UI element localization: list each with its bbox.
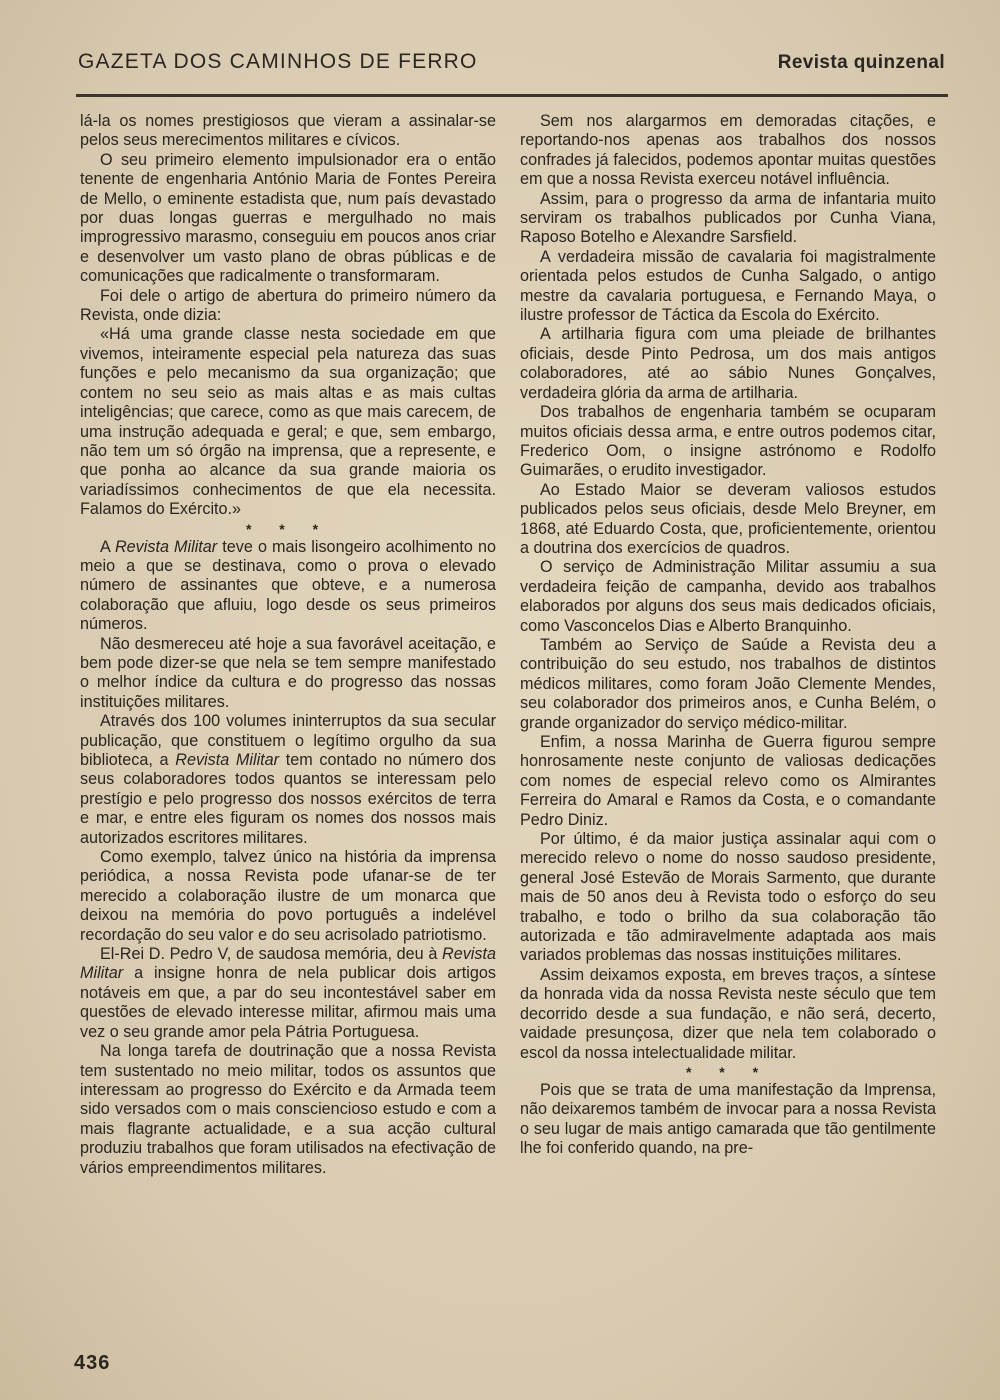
paragraph: Assim deixamos exposta, em breves traços, a síntese da honrada vida da nossa Revista neste século que tem decorrido desde a sua fundação, e não será, decerto, vaidade presunçosa, dizer que nela tem colaborado o escol da nossa intelectualidade militar. xyxy=(520,965,936,1062)
paragraph xyxy=(80,538,496,635)
text-run: tem contado no número dos seus colaboradores todos quantos se interessam pelo prestígio e pelo progresso dos nossos exércitos de terra e mar, e entre eles figuram os nomes dos nossos mais autorizados escritores militares. xyxy=(80,751,496,847)
right-column xyxy=(520,112,936,1159)
publication-title: GAZETA DOS CAMINHOS DE FERRO xyxy=(78,50,478,73)
publication-name: Revista Militar xyxy=(175,751,280,769)
publication-name: Revista Militar xyxy=(114,537,218,556)
text-run: teve o mais lisongeiro acolhimento no meio a que se destinava, como o prova o elevado número de assinantes que obteve, e a numerosa colaboração que afluiu, logo desde os seus primeiros números. xyxy=(80,537,496,634)
text-run: Através dos 100 volumes ininterruptos da sua secular publicação, que constituem o legítimo orgulho da sua biblioteca, a xyxy=(80,712,496,769)
paragraph: Por último, é da maior justiça assinalar aqui com o merecido relevo o nome do nosso saudoso presidente, general José Estevão de Morais Sarmento, que durante mais de 50 anos deu à Revista todo o esforço do seu trabalho, e todo o brilho da sua colaboração tão autorizada e tão admiravelmente adaptada aos mais variados problemas das nossas instituições militares. xyxy=(520,830,936,965)
paragraph: A artilharia figura com uma pleiade de brilhantes oficiais, desde Pinto Pedrosa, um dos mais antigos colaboradores, até ao sábio Nunes Gonçalves, verdadeira glória da arma de artilharia. xyxy=(520,325,936,402)
quotation: «Há uma grande classe nesta sociedade em que vivemos, inteiramente especial pela natureza das suas funções e pelo mecanismo da sua organização; que contem no seu seio as mais altas e as mais cultas inteligências; que carece, como as que mais carecem, de uma instrução adequada e geral; e que, sem embargo, não tem um só órgão na imprensa, que a represente, e que ponha ao alcance da sua grande maioria os variadíssimos conhecimentos de que ela necessita. Falamos do Exército.» xyxy=(80,325,496,519)
publication-subtitle: Revista quinzenal xyxy=(777,52,945,73)
paragraph: Como exemplo, talvez único na história da imprensa periódica, a nossa Revista pode ufanar-se de ter merecido a colaboração ilustre de um monarca que deixou na memória do povo português a indelével recordação do seu valor e do seu acrisolado patriotismo. xyxy=(80,848,496,944)
paragraph: Na longa tarefa de doutrinação que a nossa Revista tem sustentado no meio militar, todos os assuntos que interessam ao progresso do Exército e da Armada teem sido versados com o mais consciencioso estudo e com a mais flagrante actualidade, e a sua acção cultural produziu trabalhos que foram utilisados na efectivação de vários empreendimentos militares. xyxy=(80,1042,496,1177)
paragraph xyxy=(80,712,496,848)
paragraph: Dos trabalhos de engenharia também se ocuparam muitos oficiais dessa arma, e entre outros podemos citar, Frederico Oom, o insigne astrónomo e Rodolfo Guimarães, o erudito investigador. xyxy=(520,403,936,480)
paragraph: lá-la os nomes prestigiosos que vieram a assinalar-se pelos seus merecimentos militares e cívicos. xyxy=(80,112,496,150)
text-run: El-Rei D. Pedro V, de saudosa memória, deu à xyxy=(100,945,443,964)
section-separator: * * * xyxy=(685,1063,771,1080)
page-number: 436 xyxy=(74,1352,111,1374)
header-rule xyxy=(76,94,948,97)
publication-name: Revista Militar xyxy=(80,945,496,983)
paragraph: Foi dele o artigo de abertura do primeiro número da Revista, onde dizia: xyxy=(80,286,496,325)
paragraph: A verdadeira missão de cavalaria foi magistralmente orientada pelos estudos de Cunha Salgado, o antigo mestre da cavalaria portuguesa, e Fernando Maya, o ilustre professor de Táctica da Escola do Exército. xyxy=(520,247,936,325)
text-run: a insigne honra de nela publicar dois artigos notáveis em que, a par do seu incontestável saber em questões de elevado interesse militar, afirmou mais uma vez o seu grande amor pela Pátria Portuguesa. xyxy=(80,964,496,1041)
paragraph: Ao Estado Maior se deveram valiosos estudos publicados pelos seus oficiais, desde Melo Breyner, em 1868, até Eduardo Costa, que, proficientemente, orientou a doutrina dos exercícios de quadros. xyxy=(520,480,936,557)
paragraph: Sem nos alargarmos em demoradas citações, e reportando-nos apenas aos trabalhos dos nossos confrades já falecidos, podemos apontar muitas questões em que a nossa Revista exerceu notável influência. xyxy=(520,112,936,189)
paragraph: Também ao Serviço de Saúde a Revista deu a contribuição do seu estudo, nos trabalhos de distintos médicos militares, como foram João Clemente Mendes, seu colaborador dos primeiros anos, e Cunha Belém, o grande organizador do serviço médico-militar. xyxy=(520,635,936,732)
paragraph: O serviço de Administração Militar assumiu a sua verdadeira feição de campanha, devido aos trabalhos elaborados por alguns dos seus mais dedicados oficiais, como Vasconcelos Dias e Alberto Branquinho. xyxy=(520,558,936,635)
paragraph: O seu primeiro elemento impulsionador era o então tenente de engenharia António Maria de Fontes Pereira de Mello, o eminente estadista que, num país devastado por duas longas guerras e mergulhado no mais improgressivo marasmo, conseguiu em poucos anos criar e desenvolver um vasto plano de obras públicas e de comunicações que radicalmente o transformaram. xyxy=(80,150,496,286)
text-run: A xyxy=(100,537,115,556)
section-separator: * * * xyxy=(245,520,331,537)
running-header xyxy=(78,50,945,80)
paragraph xyxy=(80,945,496,1042)
paragraph: Enfim, a nossa Marinha de Guerra figurou sempre honrosamente neste conjunto de valiosas dedicações com nomes de especial relevo como os Almirantes Ferreira do Amaral e Ramos da Costa, e o comandante Pedro Diniz. xyxy=(520,733,936,829)
paragraph: Assim, para o progresso da arma de infantaria muito serviram os trabalhos publicados por Cunha Viana, Raposo Botelho e Alexandre Sarsfield. xyxy=(520,189,936,247)
paragraph: Pois que se trata de uma manifestação da Imprensa, não deixaremos também de invocar para a nossa Revista o seu lugar de mais antigo camarada que tão gentilmente lhe foi conferido quando, na pre- xyxy=(520,1080,936,1158)
paragraph: Não desmereceu até hoje a sua favorável aceitação, e bem pode dizer-se que nela se tem sempre manifestado o melhor índice da cultura e do progresso das nossas instituições militares. xyxy=(80,634,496,711)
left-column xyxy=(80,112,496,1178)
